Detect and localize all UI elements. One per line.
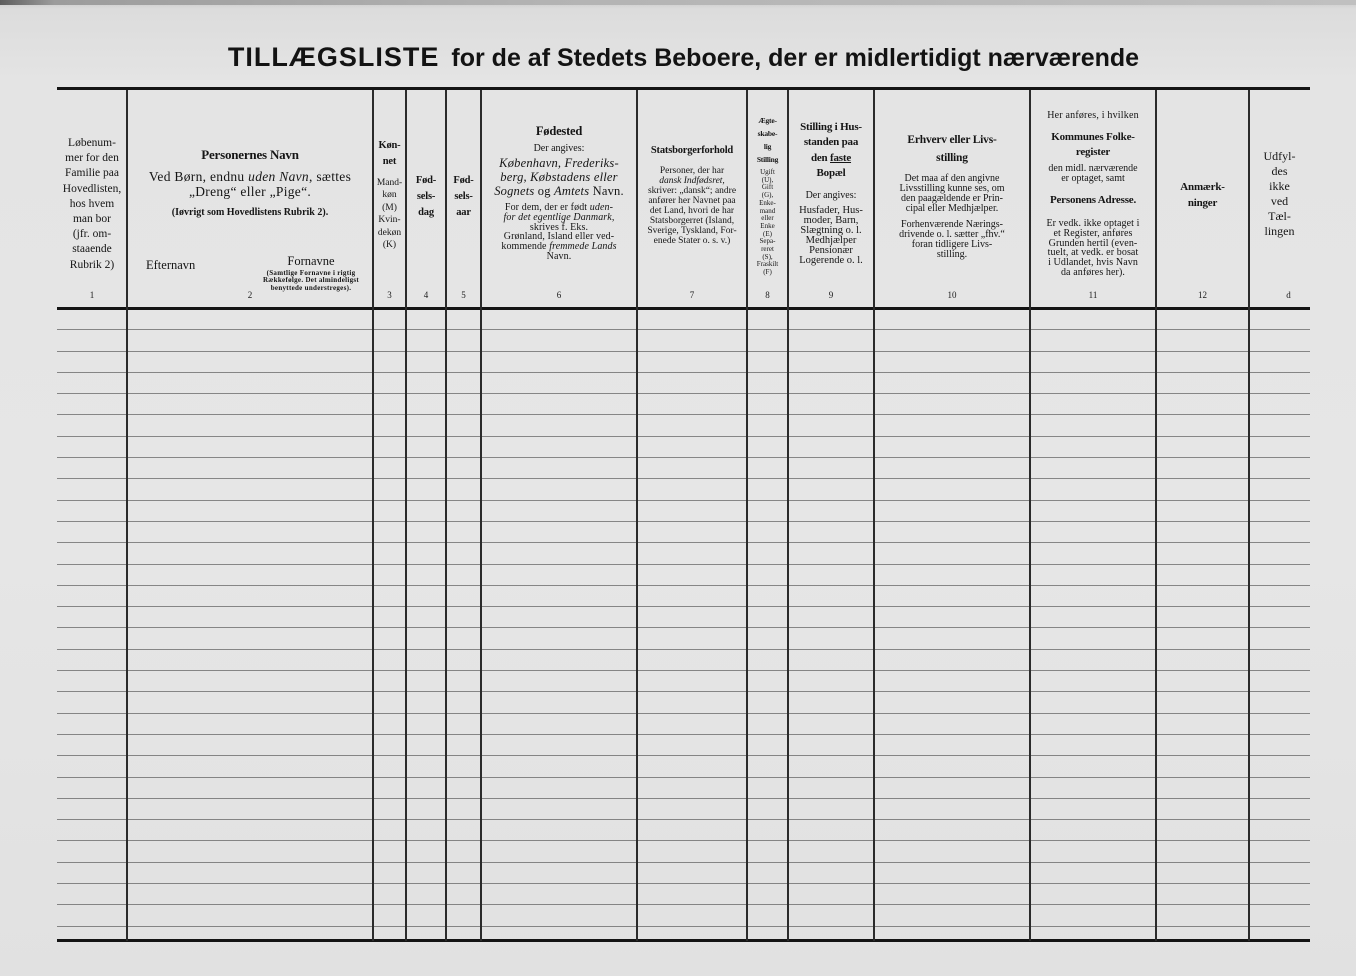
col-not-filled-text: Udfyl- des ikke ved Tæl- lingen bbox=[1263, 149, 1296, 238]
column-number-3: 3 bbox=[387, 290, 392, 300]
table-row bbox=[57, 501, 1310, 522]
header-col-not-filled bbox=[1249, 90, 1310, 290]
citizenship-text: Personer, der har bbox=[659, 166, 725, 176]
header-col-registry-address bbox=[1030, 90, 1156, 290]
column-divider bbox=[480, 90, 482, 941]
col-birthplace-lead: Der angives: bbox=[533, 143, 585, 154]
table-row bbox=[57, 629, 1310, 650]
table-row bbox=[57, 799, 1310, 820]
table-row bbox=[57, 778, 1310, 799]
abroad-text: For dem, der er født bbox=[504, 202, 590, 213]
col-person-name-intro bbox=[127, 169, 373, 199]
household-heading-end: Bopæl bbox=[816, 166, 846, 179]
col-citizenship-heading: Statsborgerforhold bbox=[650, 145, 734, 156]
col-sex-text: Mand- køn (M) Kvin- dekøn (K) bbox=[376, 178, 403, 251]
column-number-11: 11 bbox=[1088, 290, 1098, 300]
col-sex-heading: Køn- net bbox=[378, 140, 401, 167]
column-divider bbox=[405, 90, 407, 941]
header-col-remarks bbox=[1156, 90, 1249, 290]
col-citizenship-text bbox=[637, 166, 747, 246]
col-registry-heading: Kommunes Folke- register bbox=[1051, 131, 1135, 158]
col-marital-status-heading: Ægte- skabe- lig Stilling bbox=[756, 116, 779, 164]
column-number-9: 9 bbox=[828, 290, 834, 300]
column-number-7: 7 bbox=[689, 290, 695, 300]
column-number-10: 10 bbox=[947, 290, 957, 300]
table-row bbox=[57, 543, 1310, 564]
form-title-rest: for de af Stedets Beboere, der er midlertidigt nærværende bbox=[451, 44, 1140, 72]
table-row bbox=[57, 863, 1310, 884]
header-col-household-position bbox=[788, 90, 874, 290]
table-row bbox=[57, 394, 1310, 415]
col-birthplace-places bbox=[481, 156, 637, 198]
abroad-text-mid: skrives f. Eks. Grønland, Island eller ved- kommende bbox=[501, 221, 615, 253]
column-number-8: 8 bbox=[765, 290, 770, 300]
column-divider bbox=[372, 90, 374, 941]
places-county: Amtets bbox=[554, 184, 590, 198]
column-divider bbox=[636, 90, 638, 941]
col-birth-day-heading: Fød- sels- dag bbox=[415, 175, 437, 218]
col-birthplace-heading: Fødested bbox=[535, 124, 583, 138]
table-row bbox=[57, 842, 1310, 863]
table-row bbox=[57, 416, 1310, 437]
abroad-italic-foreign: fremmede Lands bbox=[549, 241, 617, 253]
citizenship-text-end: skriver: „dansk“; andre anfører her Navnet paa det Land, hvori de har Statsborgerret (Island, Sverige, Tyskland, For- enede Stater o. s. v.) bbox=[647, 186, 737, 246]
col-registry-intro: Her anføres, i hvilken bbox=[1047, 110, 1139, 121]
header-col-running-number bbox=[57, 90, 127, 290]
column-number-4: 4 bbox=[423, 290, 429, 300]
entry-rows bbox=[57, 309, 1310, 940]
table-row bbox=[57, 309, 1310, 330]
col-occupation-former: Forhenværende Nærings- drivende o. l. sætter „fhv.“ foran tidligere Livs- stilling. bbox=[899, 219, 1005, 260]
header-col-birth-day bbox=[406, 90, 446, 290]
column-number-6: 6 bbox=[556, 290, 562, 300]
intro-text: Ved Børn, endnu bbox=[148, 169, 249, 184]
table-row bbox=[57, 905, 1310, 926]
header-col-birth-year bbox=[446, 90, 481, 290]
places-italic: København, Frederiks- berg, Købstadens eller Sognets bbox=[494, 156, 619, 198]
table-row bbox=[57, 437, 1310, 458]
abroad-text-end: Navn. bbox=[546, 250, 572, 262]
column-number-12: 12 bbox=[1198, 290, 1207, 300]
column-divider bbox=[787, 90, 789, 941]
column-divider bbox=[1248, 90, 1250, 941]
given-names-note: (Samtlige Fornavne i rigtig Rækkefølge. Det almindeligst benyttede understreges). bbox=[262, 269, 360, 292]
table-row bbox=[57, 714, 1310, 735]
scan-top-edge bbox=[0, 0, 1356, 5]
col-person-name-heading: Personernes Navn bbox=[201, 147, 299, 162]
col-occupation-text: Det maa af den angivne Livsstilling kunne ses, om den paagældende er Prin- cipal eller Medhjælper. bbox=[899, 173, 1005, 214]
table-row bbox=[57, 820, 1310, 841]
col-address-heading: Personens Adresse. bbox=[1049, 194, 1137, 206]
intro-italic-text: uden Navn bbox=[248, 169, 309, 184]
column-divider bbox=[1029, 90, 1031, 941]
form-title bbox=[57, 42, 1310, 76]
column-divider bbox=[445, 90, 447, 941]
header-col-marital-status bbox=[747, 90, 788, 290]
household-heading-underlined: faste bbox=[830, 151, 852, 164]
col-household-position-text: Husfader, Hus- moder, Barn, Slægtning o. l. Medhjælper Pensionær Logerende o. l. bbox=[799, 205, 863, 266]
col-registry-text: den midl. nærværende er optaget, samt bbox=[1048, 163, 1138, 184]
abroad-italic: uden- for det egentlige Danmark, bbox=[503, 202, 615, 223]
surname-label: Efternavn bbox=[146, 258, 196, 272]
table-row bbox=[57, 650, 1310, 671]
citizenship-italic: dansk Indfødsret, bbox=[659, 176, 725, 186]
header-col-sex bbox=[373, 90, 406, 290]
table-row bbox=[57, 756, 1310, 777]
table-row bbox=[57, 458, 1310, 479]
column-number-d: d bbox=[1286, 290, 1291, 300]
intro-text-end: , sættes „Dreng“ eller „Pige“. bbox=[188, 169, 352, 199]
header-col-person-name bbox=[127, 90, 373, 290]
table-row bbox=[57, 692, 1310, 713]
header-col-birthplace bbox=[481, 90, 637, 290]
header-col-citizenship bbox=[637, 90, 747, 290]
table-row bbox=[57, 565, 1310, 586]
household-heading-text: Stilling i Hus- standen paa den bbox=[800, 121, 862, 164]
col-running-number-text: Løbenum- mer for den Familie paa Hovedlisten, hos hvem man bor (jfr. om- staaende Rubrik 2) bbox=[62, 137, 122, 271]
col-address-text: Er vedk. ikke optaget i et Register, anføres Grunden hertil (even- tuelt, at vedk. er bosat i Udlandet, hvis Navn da anføres her). bbox=[1046, 218, 1140, 278]
given-names-label: Fornavne bbox=[287, 254, 335, 268]
places-conjunction: og bbox=[534, 184, 555, 198]
places-end: Navn. bbox=[589, 184, 624, 198]
col-remarks-heading: Anmærk- ninger bbox=[1180, 181, 1225, 209]
table-row bbox=[57, 607, 1310, 628]
column-number-5: 5 bbox=[461, 290, 466, 300]
col-person-name-note: (Iøvrigt som Hovedlistens Rubrik 2). bbox=[171, 207, 329, 218]
table-row bbox=[57, 373, 1310, 394]
col-occupation-heading: Erhverv eller Livs- stilling bbox=[907, 134, 997, 164]
table-row bbox=[57, 671, 1310, 692]
col-birthplace-abroad bbox=[481, 203, 637, 262]
table-row bbox=[57, 522, 1310, 543]
table-row bbox=[57, 884, 1310, 905]
column-divider bbox=[1155, 90, 1157, 941]
table-row bbox=[57, 479, 1310, 500]
column-divider bbox=[873, 90, 875, 941]
form-title-lead: TILLÆGSLISTE bbox=[227, 42, 440, 72]
column-divider bbox=[126, 90, 128, 941]
table-row bbox=[57, 586, 1310, 607]
header-col-occupation bbox=[874, 90, 1030, 290]
column-divider bbox=[746, 90, 748, 941]
col-marital-status-text: Ugift (U), Gift (G), Enke- mand eller Enke (E) Sepa- reret (S), Fraskilt (F) bbox=[756, 168, 779, 277]
table-row bbox=[57, 735, 1310, 756]
col-birth-year-heading: Fød- sels- aar bbox=[453, 175, 474, 218]
col-household-position-heading bbox=[788, 120, 874, 181]
column-number-1: 1 bbox=[89, 290, 95, 300]
table-row bbox=[57, 330, 1310, 351]
column-number-2: 2 bbox=[247, 290, 253, 300]
col-household-position-lead: Der angives: bbox=[805, 190, 857, 201]
table-row bbox=[57, 352, 1310, 373]
